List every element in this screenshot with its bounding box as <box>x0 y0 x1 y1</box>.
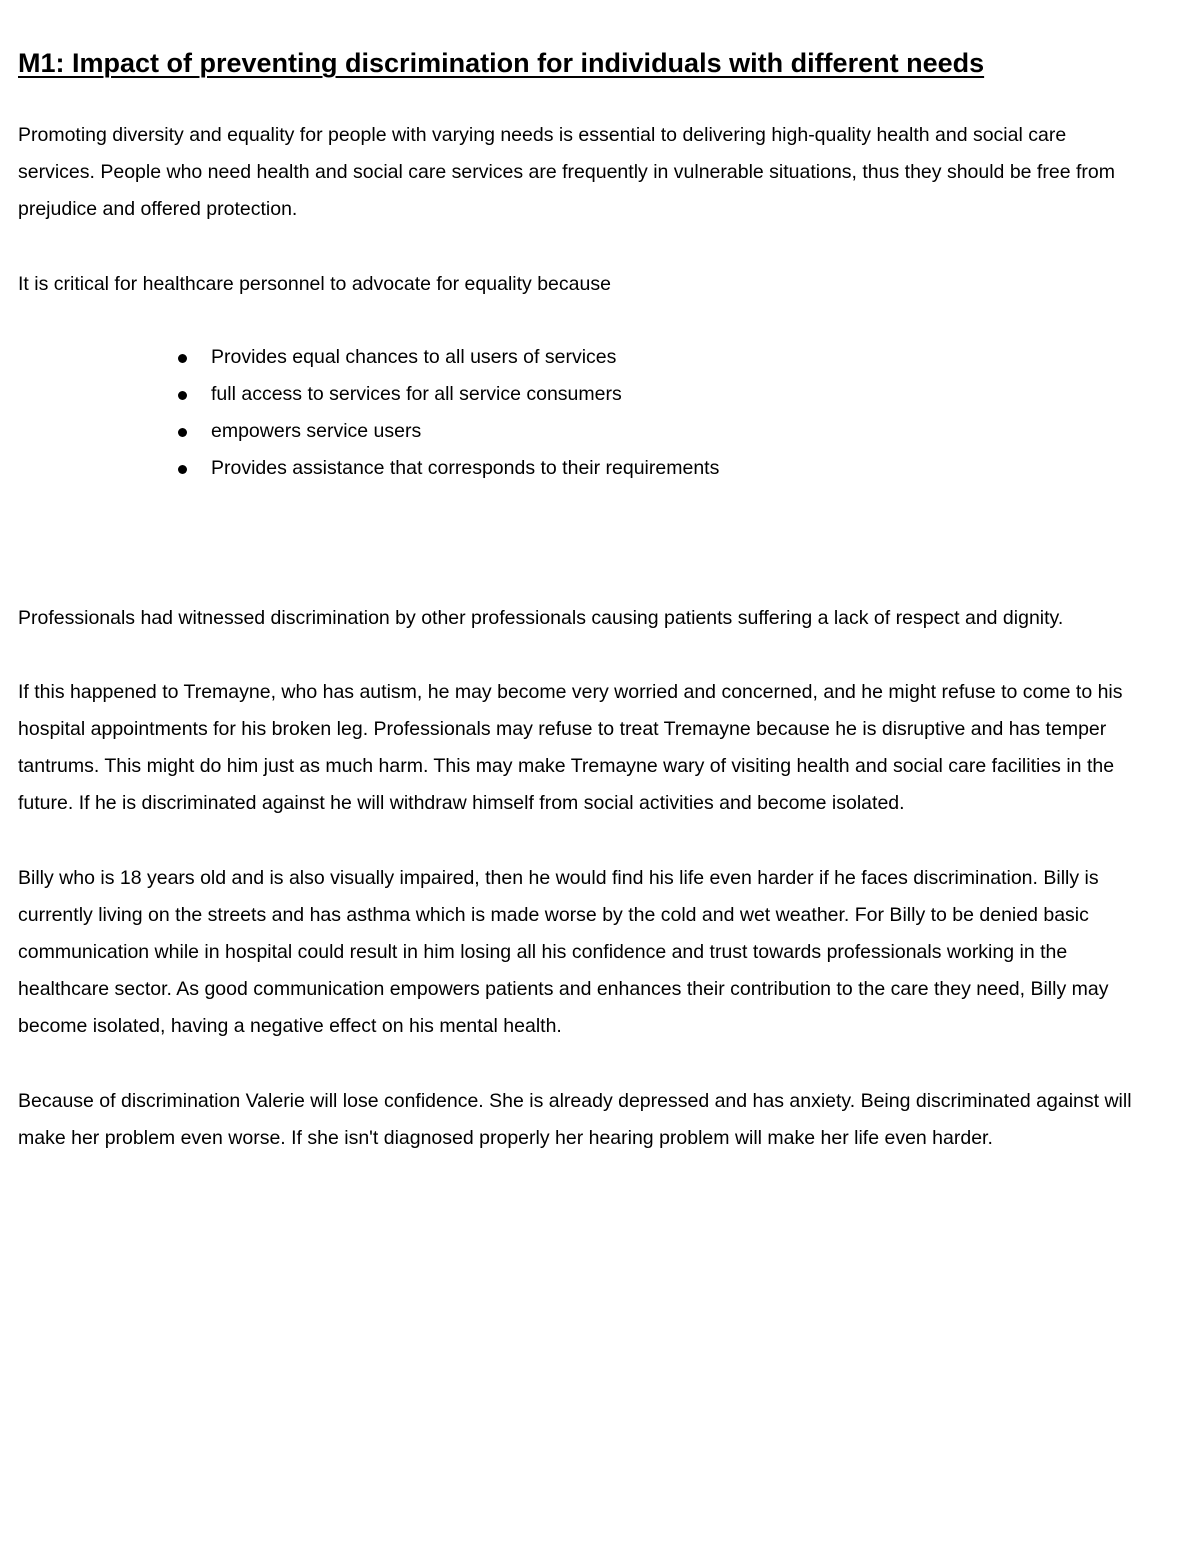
tremayne-paragraph: If this happened to Tremayne, who has autism, he may become very worried and concerned, and he might refuse to come to his hospital appointments for his broken leg. Professionals may refuse to treat Tremayne because he is disruptive and has temper tantrums. This might do him just as much harm. This may make Tremayne wary of visiting health and social care facilities in the future. If he is discriminated against he will withdraw himself from social activities and become isolated. <box>18 680 1123 815</box>
list-item-text: full access to services for all service consumers <box>211 383 622 406</box>
billy-paragraph: Billy who is 18 years old and is also visually impaired, then he would find his life even harder if he faces discrimination. Billy is currently living on the streets and has asthma which is made worse by the cold and wet weather. For Billy to be denied basic communication while in hospital could result in him losing all his confidence and trust towards professionals working in the healthcare sector. As good communication empowers patients and enhances their contribution to the care they need, Billy may become isolated, having a negative effect on his mental health. <box>18 866 1109 1038</box>
list-item-text: Provides equal chances to all users of services <box>211 345 617 368</box>
bullet-icon <box>178 391 187 400</box>
list-item <box>178 339 1168 376</box>
witnessed-paragraph: Professionals had witnessed discrimination by other professionals causing patients suffering a lack of respect and dignity. <box>18 606 1064 629</box>
list-item-text: empowers service users <box>211 420 422 443</box>
valerie-paragraph: Because of discrimination Valerie will lose confidence. She is already depressed and has anxiety. Being discriminated against will make her problem even worse. If she isn't diagnosed properly her hearing problem will make her life even harder. <box>18 1089 1132 1149</box>
list-item-text: Provides assistance that corresponds to their requirements <box>211 457 720 480</box>
intro-paragraph: Promoting diversity and equality for people with varying needs is essential to delivering high-quality health and social care services. People who need health and social care services are frequently in vulnerable situations, thus they should be free from prejudice and offered protection. <box>18 124 1115 221</box>
list-item <box>178 376 1168 413</box>
document-page <box>18 44 1168 1157</box>
document-title: M1: Impact of preventing discrimination for individuals with different needs <box>18 48 985 78</box>
reasons-list <box>18 339 1168 488</box>
bullet-icon <box>178 428 187 437</box>
bullet-icon <box>178 354 187 363</box>
bullet-icon <box>178 465 187 474</box>
list-item <box>178 413 1168 450</box>
list-item <box>178 450 1168 487</box>
critical-paragraph: It is critical for healthcare personnel to advocate for equality because <box>18 272 611 295</box>
